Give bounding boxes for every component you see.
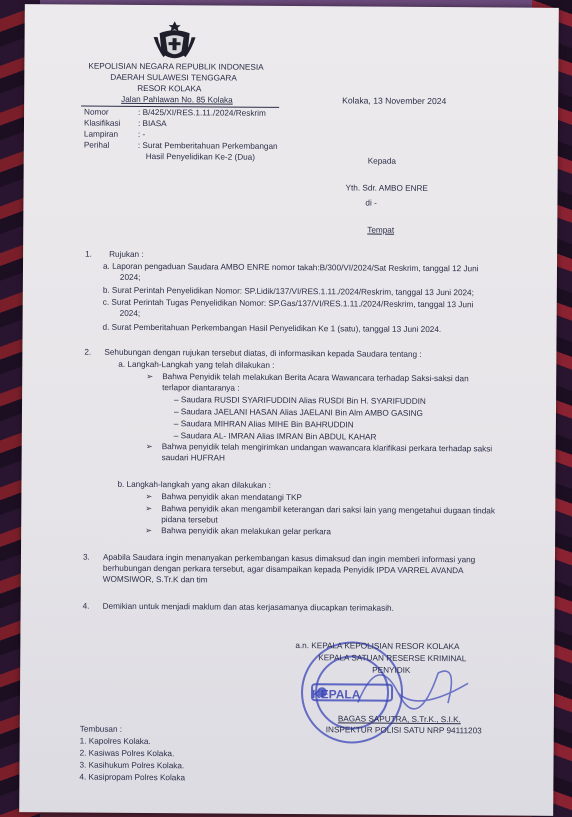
rujukan-a-line1: a. Laporan pengaduan Saudara AMBO ENRE nomor takah:B/300/VI/2024/Sat Reskrim, tanggal 12 Juni xyxy=(102,261,479,274)
witness-3: – Saudara MIHRAN Alias MIHE Bin BAHRUDDIN xyxy=(173,419,354,430)
signature-an: a.n. KEPALA KEPOLISIAN RESOR KOLAKA xyxy=(295,641,460,652)
section3-line2: berhubungan dengan perkara tersebut, agar disampaikan kepada Penyidik IPDA VARREL AVANDA xyxy=(102,563,464,576)
lampiran-label: Lampiran xyxy=(83,129,119,139)
letterhead-line3: RESOR KOLAKA xyxy=(137,83,202,94)
signature-rank: INSPEKTUR POLISI SATU NRP 94111203 xyxy=(325,725,482,736)
lampiran-value: : - xyxy=(137,129,146,139)
witness-4: – Saudara AL- IMRAN Alias IMRAN Bin ABDUL KAHAR xyxy=(173,431,377,442)
section2-number: 2. xyxy=(84,347,92,357)
police-crest-icon xyxy=(149,19,199,63)
arrow-bullet-icon: ➢ xyxy=(145,525,153,536)
perihal-value: : Surat Pemberitahuan Perkembangan xyxy=(137,140,278,151)
rujukan-b: b. Surat Perintah Penyelidikan Nomor: SP.Lidik/137/VI/RES.1.11./2024/Reskrim, tanggal 13 Juni 2024; xyxy=(102,285,474,298)
section2-a-point1-line2: terlapor diantaranya : xyxy=(162,383,240,393)
section2-b-point2-line1: Bahwa penyidik akan mengambil keterangan dari saksi lain yang mengetahui dugaan tindak xyxy=(161,504,495,516)
letterhead-line1: KEPOLISIAN NEGARA REPUBLIK INDONESIA xyxy=(88,61,264,72)
signature-unit: KEPALA SATUAN RESERSE KRIMINAL xyxy=(318,653,467,664)
handwritten-signature xyxy=(338,632,489,723)
section2-b-point1: Bahwa penyidik akan mendatangi TKP xyxy=(161,492,302,503)
stamp-text: KEPALA xyxy=(311,687,361,702)
arrow-bullet-icon: ➢ xyxy=(146,372,154,382)
arrow-bullet-icon: ➢ xyxy=(145,491,153,502)
rujukan-c-line1: c. Surat Perintah Tugas Penyelidikan Nomor: SP.Gas/137/VI/RES.1.11./2024/Reskrim, tanggal 13 Juni xyxy=(102,297,474,310)
section2-a-point1-line1: Bahwa Penyidik telah melakukan Berita Acara Wawancara terhadap Saksi-saksi dan xyxy=(162,372,469,384)
rujukan-c-line2: 2024; xyxy=(119,308,141,318)
rujukan-number: 1. xyxy=(85,249,92,259)
section2-b-title: b. Langkah-langkah yang akan dilakukan : xyxy=(117,479,271,490)
section4-line1: Demikian untuk menjadi maklum dan atas kerjasamanya diucapkan terimakasih. xyxy=(102,601,394,613)
perihal-value-2: Hasil Penyelidikan Ke-2 (Dua) xyxy=(145,151,256,162)
tembusan-item: 4. Kasipropam Polres Kolaka xyxy=(79,772,186,783)
recipient-name: Yth. Sdr. AMBO ENRE xyxy=(345,183,428,193)
signature-role: PENYIDIK xyxy=(372,665,411,675)
letterhead-line2: DAERAH SULAWESI TENGGARA xyxy=(110,72,237,83)
recipient-tempat: Tempat xyxy=(367,225,395,235)
place-date: Kolaka, 13 November 2024 xyxy=(342,95,447,107)
nomor-value: : B/425/XI/RES.1.11./2024/Reskrim xyxy=(138,107,266,118)
section2-a-point2-line1: Bahwa penyidik telah mengirimkan undangan wawancara klarifikasi perkara terhadap saksi xyxy=(161,442,493,454)
tembusan-title: Tembusan : xyxy=(79,724,123,734)
klasifikasi-label: Klasifikasi xyxy=(83,118,121,128)
rujukan-a-line2: 2024; xyxy=(119,272,141,282)
arrow-bullet-icon: ➢ xyxy=(145,503,153,514)
tembusan-item: 2. Kasiwas Polres Kolaka. xyxy=(79,748,175,759)
section3-line1: Apabila Saudara ingin menanyakan perkembangan kasus dimaksud dan ingin memberi informasi yang xyxy=(102,552,476,565)
recipient-kepada: Kepada xyxy=(367,156,397,166)
section3-number: 3. xyxy=(82,552,90,562)
signature-name: BAGAS SAPUTRA, S.Tr.K., S.I.K. xyxy=(337,714,461,725)
arrow-bullet-icon: ➢ xyxy=(145,442,153,452)
klasifikasi-value: : BIASA xyxy=(137,118,167,129)
tembusan-item: 3. Kasihukum Polres Kolaka. xyxy=(79,760,185,771)
section4-number: 4. xyxy=(82,601,90,611)
section2-intro: Sehubungan dengan rujukan tersebut diatas, di informasikan kepada Saudara tentang : xyxy=(104,347,422,359)
letter-paper xyxy=(19,4,559,816)
witness-1: – Saudara RUSDI SYARIFUDDIN Alias RUSDI Bin H. SYARIFUDDIN xyxy=(174,395,426,406)
tembusan-item: 1. Kapolres Kolaka. xyxy=(79,736,151,747)
recipient-di: di - xyxy=(365,198,377,208)
letterhead-address: Jalan Pahlawan No. 85 Kolaka xyxy=(121,94,233,105)
rujukan-d: d. Surat Pemberitahuan Perkembangan Hasil Penyelidikan Ke 1 (satu), tanggal 13 Juni 2024. xyxy=(102,322,442,335)
perihal-label: Perihal xyxy=(83,140,110,150)
nomor-label: Nomor xyxy=(84,107,109,117)
section2-b-point3: Bahwa penyidik akan melakukan gelar perkara xyxy=(161,526,331,537)
section2-a-title: a. Langkah-Langkah yang telah dilakukan : xyxy=(118,359,275,370)
section2-b-point2-line2: pidana tersebut xyxy=(161,515,218,525)
section3-line3: WOMSIWOR, S.Tr.K dan tim xyxy=(102,574,208,585)
rujukan-title: Rujukan : xyxy=(109,249,144,259)
section2-a-point2-line2: saudari HUFRAH xyxy=(161,453,225,463)
witness-2: – Saudara JAELANI HASAN Alias JAELANI Bin Alm AMBO GASING xyxy=(173,407,423,418)
